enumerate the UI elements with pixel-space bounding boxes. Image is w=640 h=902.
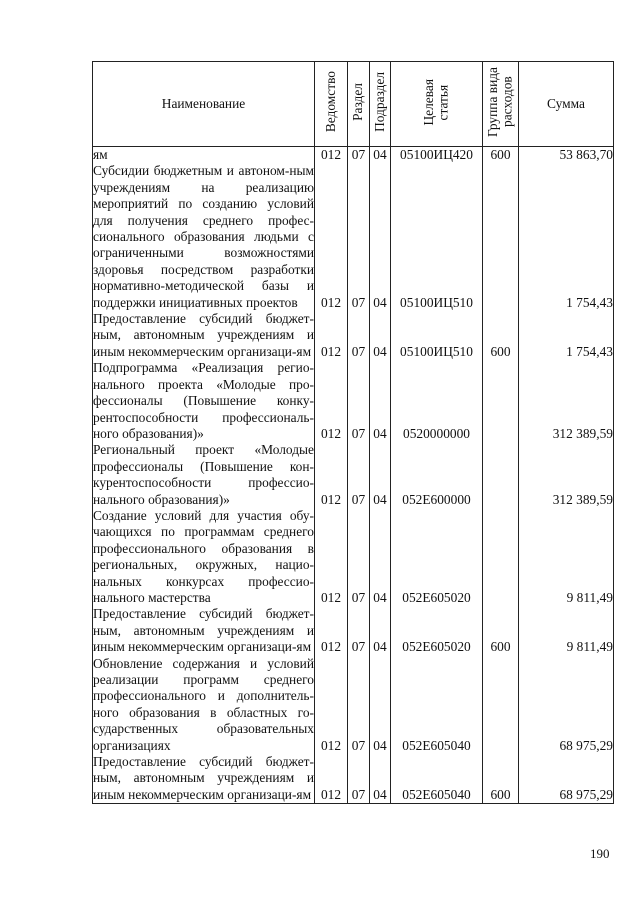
header-celevaya: Целевая статья bbox=[391, 62, 483, 147]
row-celevaya: 05100ИЦ510 bbox=[391, 311, 483, 360]
row-name: Региональный проект «Молодые профессионалы (Повышение кон-курентоспособности профессио-нального образования)» bbox=[93, 442, 314, 507]
row-podrazdel: 04 bbox=[370, 311, 391, 360]
row-summa: 312 389,59 bbox=[519, 360, 614, 442]
table-row bbox=[93, 606, 614, 655]
row-name: Подпрограмма «Реализация регио-нального проекта «Молодые про-фессионалы (Повышение конку-рентоспособности профессиональ-ного образования)» bbox=[93, 360, 314, 441]
row-vedomstvo: 012 bbox=[315, 163, 348, 311]
table-row bbox=[93, 147, 614, 164]
row-celevaya: 052Е600000 bbox=[391, 442, 483, 508]
row-gruppa: 600 bbox=[483, 147, 519, 164]
row-podrazdel: 04 bbox=[370, 147, 391, 164]
row-summa: 9 811,49 bbox=[519, 508, 614, 606]
row-podrazdel: 04 bbox=[370, 360, 391, 442]
row-celevaya: 05100ИЦ510 bbox=[391, 163, 483, 311]
table-row bbox=[93, 754, 614, 804]
row-celevaya: 052Е605040 bbox=[391, 754, 483, 804]
table-row bbox=[93, 442, 614, 508]
row-razdel: 07 bbox=[348, 360, 370, 442]
row-gruppa bbox=[483, 163, 519, 311]
header-gruppa: Группа вида расходов bbox=[483, 62, 519, 147]
row-podrazdel: 04 bbox=[370, 508, 391, 606]
row-name: Предоставление субсидий бюджет-ным, автономным учреждениям и иным некоммерческим организаци-ям bbox=[93, 606, 314, 655]
table-row bbox=[93, 656, 614, 754]
row-summa: 68 975,29 bbox=[519, 754, 614, 804]
row-vedomstvo: 012 bbox=[315, 360, 348, 442]
row-gruppa: 600 bbox=[483, 606, 519, 655]
row-name: Обновление содержания и условий реализации программ среднего профессионального и дополнитель-ного образования в областных го-сударственных образовательных организациях bbox=[93, 655, 314, 753]
row-summa: 68 975,29 bbox=[519, 656, 614, 754]
row-vedomstvo: 012 bbox=[315, 147, 348, 164]
row-vedomstvo: 012 bbox=[315, 442, 348, 508]
table-header-row bbox=[93, 62, 614, 147]
row-name: Создание условий для участия обу-чающихся по программам среднего профессионального образования в региональных, окружных, нацио-нальных конкурсах профессио-нального мастерства bbox=[93, 507, 314, 605]
budget-table bbox=[92, 61, 614, 804]
row-podrazdel: 04 bbox=[370, 442, 391, 508]
row-razdel: 07 bbox=[348, 442, 370, 508]
row-celevaya: 052Е605020 bbox=[391, 606, 483, 655]
header-podrazdel: Подраздел bbox=[370, 62, 391, 147]
row-razdel: 07 bbox=[348, 656, 370, 754]
row-razdel: 07 bbox=[348, 163, 370, 311]
row-celevaya: 052Е605020 bbox=[391, 508, 483, 606]
row-summa: 1 754,43 bbox=[519, 163, 614, 311]
header-vedomstvo: Ведомство bbox=[315, 62, 348, 147]
row-razdel: 07 bbox=[348, 508, 370, 606]
row-celevaya: 0520000000 bbox=[391, 360, 483, 442]
row-razdel: 07 bbox=[348, 754, 370, 804]
row-gruppa bbox=[483, 442, 519, 508]
row-vedomstvo: 012 bbox=[315, 656, 348, 754]
header-razdel: Раздел bbox=[348, 62, 370, 147]
row-gruppa: 600 bbox=[483, 311, 519, 360]
table-row bbox=[93, 360, 614, 442]
header-summa: Сумма bbox=[519, 62, 614, 147]
row-podrazdel: 04 bbox=[370, 656, 391, 754]
row-summa: 1 754,43 bbox=[519, 311, 614, 360]
row-summa: 53 863,70 bbox=[519, 147, 614, 164]
row-vedomstvo: 012 bbox=[315, 606, 348, 655]
row-gruppa: 600 bbox=[483, 754, 519, 804]
page-number: 190 bbox=[590, 846, 610, 861]
row-celevaya: 052Е605040 bbox=[391, 656, 483, 754]
row-name: Предоставление субсидий бюджет-ным, автономным учреждениям и иным некоммерческим организаци-ям bbox=[93, 311, 314, 359]
row-summa: 312 389,59 bbox=[519, 442, 614, 508]
row-name: Субсидии бюджетным и автоном-ным учреждениям на реализацию мероприятий по созданию условий для получения среднего профес-сионального образования людьми с ограниченными возможностями здоровья посредством разработки нормативно-методической базы и поддержки инициативных проектов bbox=[93, 163, 314, 310]
row-gruppa bbox=[483, 360, 519, 442]
row-name: Предоставление субсидий бюджет-ным, автономным учреждениям и иным некоммерческим организаци-ям bbox=[93, 754, 314, 802]
header-name: Наименование bbox=[93, 62, 315, 147]
row-gruppa bbox=[483, 508, 519, 606]
row-gruppa bbox=[483, 656, 519, 754]
row-podrazdel: 04 bbox=[370, 754, 391, 804]
row-razdel: 07 bbox=[348, 606, 370, 655]
row-vedomstvo: 012 bbox=[315, 508, 348, 606]
row-summa: 9 811,49 bbox=[519, 606, 614, 655]
row-podrazdel: 04 bbox=[370, 606, 391, 655]
row-razdel: 07 bbox=[348, 147, 370, 164]
row-name: ям bbox=[93, 147, 315, 164]
table-row bbox=[93, 508, 614, 606]
row-podrazdel: 04 bbox=[370, 163, 391, 311]
row-vedomstvo: 012 bbox=[315, 754, 348, 804]
row-celevaya: 05100ИЦ420 bbox=[391, 147, 483, 164]
row-razdel: 07 bbox=[348, 311, 370, 360]
table-row bbox=[93, 163, 614, 311]
table-row bbox=[93, 311, 614, 360]
row-vedomstvo: 012 bbox=[315, 311, 348, 360]
